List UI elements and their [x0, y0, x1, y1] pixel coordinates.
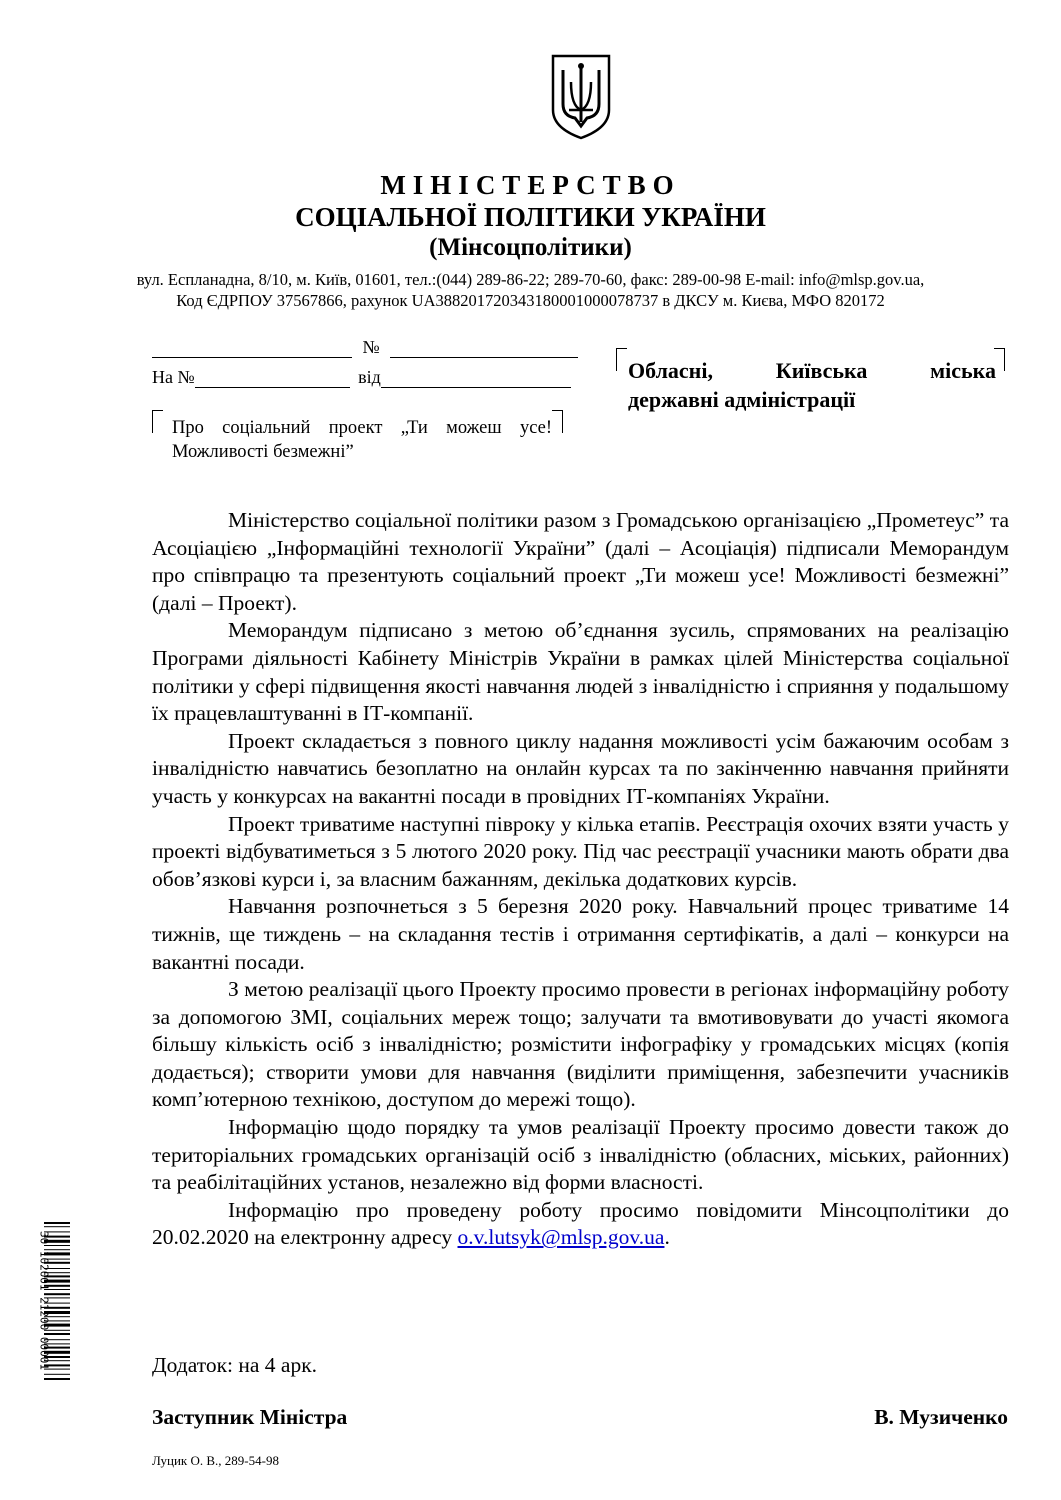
- ministry-address: вул. Еспланадна, 8/10, м. Київ, 01601, тел.:(044) 289-86-22; 289-70-60, факс: 289-00-98 E-mail: info@mlsp.gov.ua,: [136, 270, 925, 289]
- body-paragraph-1: Міністерство соціальної політики разом з Громадською організацією „Прометеус” та Асоціацією „Інформаційні технології України” (далі – Асоціація) підписали Меморандум про співпрацю та презентують соціальний проект „Ти можеш усе! Можливості безмежні” (далі – Проект).: [152, 508, 1009, 615]
- addressee-line1: Обласні, Київська міська: [628, 358, 996, 383]
- ministry-title-line2: СОЦІАЛЬНОЇ ПОЛІТИКИ УКРАЇНИ: [295, 202, 766, 232]
- body-paragraph-7: Інформацію щодо порядку та умов реалізації Проекту просимо довести також до територіальних громадських організацій осіб з інвалідністю (обласних, міських, районних) та реабілітаційних установ, незалежно від форми власності.: [152, 1115, 1009, 1195]
- coat-of-arms-emblem: [549, 52, 613, 142]
- body-paragraph-5: Навчання розпочнеться з 5 березня 2020 року. Навчальний процес триватиме 14 тижнів, ще тиждень – на складання тестів і отримання сертифікатів, а далі – конкурси на вакантні посади.: [152, 894, 1009, 974]
- reply-reference-row: [152, 367, 571, 388]
- barcode-number: 30 102001 21200 00001: [37, 1230, 51, 1371]
- subject-bracket-right: [552, 410, 563, 433]
- ministry-title-line1: МІНІСТЕРСТВО: [380, 170, 681, 200]
- executor-contact: Луцик О. В., 289-54-98: [152, 1453, 279, 1468]
- attachment-note: Додаток: на 4 арк.: [152, 1353, 318, 1377]
- body-paragraph-4: Проект триватиме наступні півроку у кілька етапів. Реєстрація охочих взяти участь у проекті відбуватиметься з 5 лютого 2020 року. Під час реєстрації учасники мають обрати два обов’язкові курси і, за власним бажанням, декілька додаткових курсів.: [152, 811, 1009, 891]
- signatory-name: В. Музиченко: [874, 1405, 1008, 1429]
- addressee-line2: державні адміністрації: [628, 387, 856, 412]
- subject-line1: Про соціальний проект „Ти можеш усе!: [172, 418, 552, 438]
- reply-number-label: На №: [152, 367, 195, 387]
- addressee-bracket-left: [616, 348, 627, 371]
- signatory-position: Заступник Міністра: [152, 1405, 348, 1429]
- addressee: [628, 356, 996, 414]
- body-paragraph-6: З метою реалізації цього Проекту просимо провести в регіонах інформаційну роботу за допомогою ЗМІ, соціальних мереж тощо; залучати та вмотивовувати до участі якомога більшу кількість осіб з інвалідністю; розмістити інфографіку у громадських місцях (копія додається); створити умови для навчання (виділити приміщення, забезпечити учасників комп’ютерною технікою, доступом до мережі тощо).: [152, 977, 1009, 1112]
- number-label: №: [362, 337, 380, 357]
- number-blank: [390, 341, 578, 358]
- subject-bracket-left: [152, 410, 163, 433]
- reply-date-label: від: [358, 367, 381, 387]
- ministry-requisites: Код ЄДРПОУ 37567866, рахунок UA388201720343180001000078737 в ДКСУ м. Києва, МФО 820172: [176, 291, 885, 310]
- subject-line2: Можливості безмежні”: [172, 442, 354, 462]
- body-paragraph-3: Проект складається з повного циклу надання можливості усім бажаючим особам з інвалідністю навчатись безоплатно на онлайн курсах та по закінченню навчання прийняти участь у конкурсах на вакантні посади в провідних ІТ-компаніях України.: [152, 728, 1009, 808]
- registration-number-row: [152, 337, 578, 358]
- body-paragraph-8: [152, 1197, 1009, 1252]
- date-blank: [152, 341, 352, 358]
- document-barcode: [30, 1222, 86, 1382]
- ministry-short-name: (Мінсоцполітики): [429, 234, 632, 261]
- letter-subject: [172, 416, 552, 464]
- paragraph-8-end: .: [664, 1225, 670, 1250]
- letter-body: [152, 507, 1009, 1252]
- body-paragraph-2: Меморандум підписано з метою об’єднання зусиль, спрямованих на реалізацію Програми діяльності Кабінету Міністрів України в рамках цілей Міністерства соціальної політики у сфері підвищення якості навчання людей з інвалідністю і сприяння у подальшому їх працевлаштуванні в ІТ-компанії.: [152, 618, 1009, 726]
- contact-email-link[interactable]: o.v.lutsyk@mlsp.gov.ua: [457, 1225, 665, 1250]
- paragraph-8-text: Інформацію про проведену роботу просимо повідомити Мінсоцполітики до 20.02.2020 на електронну адресу: [152, 1197, 1009, 1250]
- reply-number-blank: [195, 371, 350, 388]
- reply-date-blank: [381, 371, 571, 388]
